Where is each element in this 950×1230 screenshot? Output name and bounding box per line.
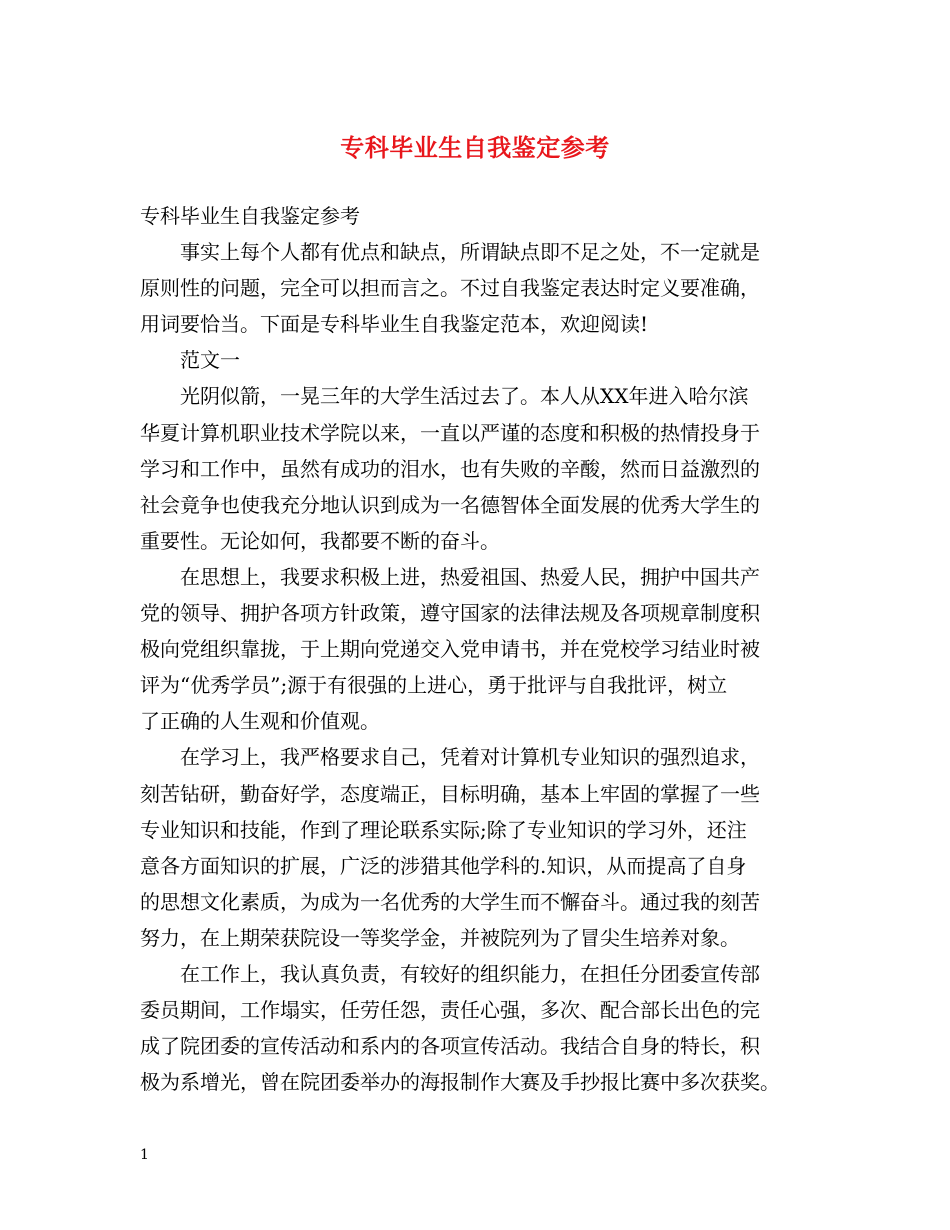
text-line: 在学习上，我严格要求自己，凭着对计算机专业知识的强烈追求， — [140, 745, 760, 770]
text-line: 重要性。无论如何，我都要不断的奋斗。 — [140, 528, 500, 553]
text-line: 了正确的人生观和价值观。 — [140, 709, 380, 734]
text-line: 用词要恰当。下面是专科毕业生自我鉴定范本，欢迎阅读! — [140, 312, 649, 337]
text-line: 极向党组织靠拢，于上期向党递交入党申请书，并在党校学习结业时被 — [140, 637, 760, 662]
text-line: 的思想文化素质，为成为一名优秀的大学生而不懈奋斗。通过我的刻苦 — [140, 889, 760, 914]
text-line: 专业知识和技能，作到了理论联系实际;除了专业知识的学习外，还注 — [140, 817, 747, 842]
text-line: 在工作上，我认真负责，有较好的组织能力，在担任分团委宣传部 — [140, 961, 760, 986]
text-line: 范文一 — [140, 348, 240, 373]
document-title: 专科毕业生自我鉴定参考 — [340, 133, 610, 162]
text-line: 党的领导、拥护各项方针政策，遵守国家的法律法规及各项规章制度积 — [140, 601, 760, 626]
text-line: 刻苦钻研，勤奋好学，态度端正，目标明确，基本上牢固的掌握了一些 — [140, 781, 760, 806]
text-line: 华夏计算机职业技术学院以来，一直以严谨的态度和积极的热情投身于 — [140, 420, 760, 445]
page-number: 1 — [140, 1147, 149, 1163]
text-line: 评为“优秀学员”;源于有很强的上进心，勇于批评与自我批评，树立 — [140, 673, 728, 698]
text-line: 事实上每个人都有优点和缺点，所谓缺点即不足之处，不一定就是 — [140, 240, 760, 265]
text-line: 原则性的问题，完全可以担而言之。不过自我鉴定表达时定义要准确， — [140, 276, 760, 301]
text-line: 学习和工作中，虽然有成功的泪水，也有失败的辛酸，然而日益激烈的 — [140, 456, 760, 481]
text-line: 社会竟争也使我充分地认识到成为一名德智体全面发展的优秀大学生的 — [140, 492, 760, 517]
text-line: 努力，在上期荣获院设一等奖学金，并被院列为了冒尖生培养对象。 — [140, 925, 740, 950]
text-line: 委员期间，工作塌实，任劳任怨，责任心强，多次、配合部长出色的完 — [140, 998, 760, 1023]
text-line: 成了院团委的宣传活动和系内的各项宣传活动。我结合自身的特长，积 — [140, 1034, 760, 1059]
text-line: 在思想上，我要求积极上进，热爱祖国、热爱人民，拥护中国共产 — [140, 564, 760, 589]
text-line: 专科毕业生自我鉴定参考 — [140, 204, 360, 228]
text-line: 极为系增光，曾在院团委举办的海报制作大赛及手抄报比赛中多次获奖。 — [140, 1070, 780, 1095]
document-body — [140, 198, 840, 1100]
text-line: 光阴似箭，一晃三年的大学生活过去了。本人从XX年进入哈尔滨 — [140, 384, 749, 409]
text-line: 意各方面知识的扩展，广泛的涉猎其他学科的.知识，从而提高了自身 — [140, 853, 747, 878]
